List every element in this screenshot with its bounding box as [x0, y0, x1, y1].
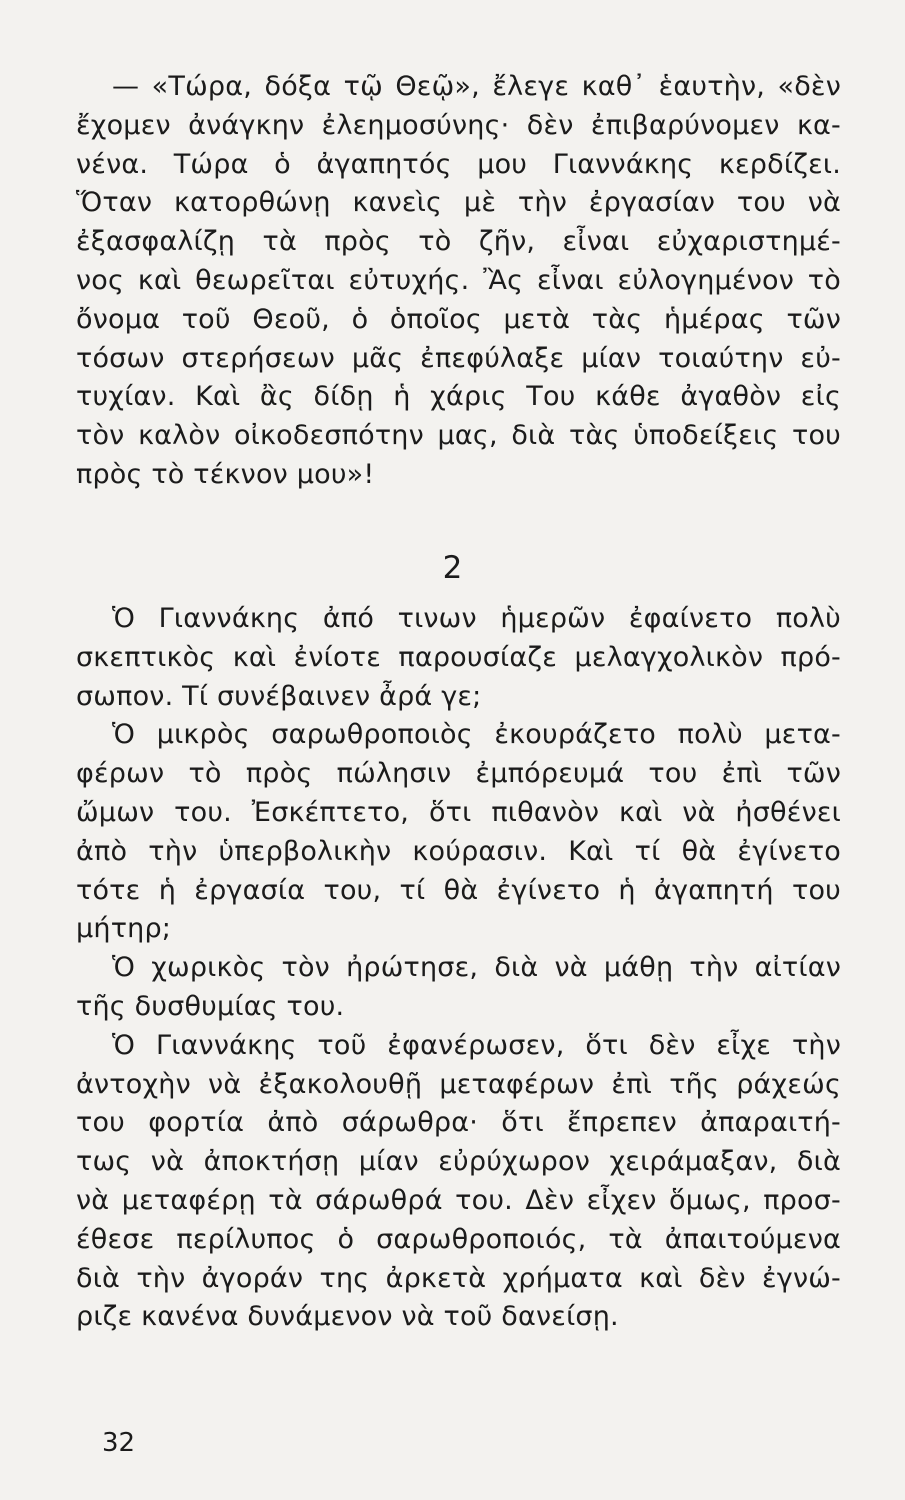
- text-line: Ὁ μικρὸς σαρωθροποιὸς ἐκουράζετο πολὺ μετα-: [112, 719, 841, 751]
- text-line: ἀντοχὴν νὰ ἐξακολουθῇ μεταφέρων ἐπὶ τῆς ράχεώς: [76, 1068, 841, 1100]
- page-number: 32: [102, 1428, 136, 1458]
- text-line: νὰ μεταφέρῃ τὰ σάρωθρά του. Δὲν εἶχεν ὅμως, προσ-: [76, 1184, 841, 1216]
- section-number: 2: [442, 550, 463, 586]
- text-line: τὸν καλὸν οἰκοδεσπότην μας, διὰ τὰς ὑποδείξεις του: [76, 420, 841, 452]
- text-line: ὄνομα τοῦ Θεοῦ, ὁ ὁποῖος μετὰ τὰς ἡμέρας τῶν: [76, 303, 841, 335]
- text-line: μήτηρ;: [76, 913, 172, 945]
- text-line: Ὅταν κατορθώνῃ κανεὶς μὲ τὴν ἐργασίαν του νὰ: [76, 187, 841, 219]
- text-line: ἐξασφαλίζῃ τὰ πρὸς τὸ ζῆν, εἶναι εὐχαριστημέ-: [76, 226, 841, 258]
- text-line: φέρων τὸ πρὸς πώλησιν ἐμπόρευμά του ἐπὶ τῶν: [76, 758, 841, 790]
- text-line: νος καὶ θεωρεῖται εὐτυχής. Ἂς εἶναι εὐλογημένον τὸ: [76, 264, 841, 296]
- text-line: ὤμων του. Ἐσκέπτετο, ὅτι πιθανὸν καὶ νὰ ἠσθένει: [76, 796, 841, 828]
- text-line: έθεσε περίλυπος ὁ σαρωθροποιός, τὰ ἀπαιτούμενα: [76, 1223, 841, 1255]
- text-line: τότε ἡ ἐργασία του, τί θὰ ἐγίνετο ἡ ἀγαπητή του: [76, 874, 841, 906]
- text-line: Ὁ Γιαννάκης τοῦ ἐφανέρωσεν, ὅτι δὲν εἶχε τὴν: [112, 1029, 841, 1061]
- text-line: τόσων στερήσεων μᾶς ἐπεφύλαξε μίαν τοιαύτην εὐ-: [76, 342, 841, 374]
- text-line: νένα. Τώρα ὁ ἀγαπητός μου Γιαννάκης κερδίζει.: [76, 148, 841, 180]
- text-line: Ὁ Γιαννάκης ἀπό τινων ἡμερῶν ἐφαίνετο πολὺ: [112, 603, 841, 634]
- text-line: τως νὰ ἀποκτήσῃ μίαν εὐρύχωρον χειράμαξαν, διὰ: [76, 1146, 841, 1178]
- text-line: πρὸς τὸ τέκνον μου»!: [76, 458, 375, 490]
- paragraph-block-dialogue: [76, 68, 841, 495]
- text-line: τῆς δυσθυμίας του.: [76, 990, 345, 1022]
- text-line: σκεπτικὸς καὶ ἐνίοτε παρουσίαζε μελαγχολικὸν πρό-: [76, 641, 841, 673]
- text-line: Ὁ χωρικὸς τὸν ἠρώτησε, διὰ νὰ μάθῃ τὴν αἰτίαν: [112, 952, 841, 984]
- text-line: — «Τώρα, δόξα τῷ Θεῷ», ἔλεγε καθ᾽ ἑαυτὴν, «δὲν: [112, 71, 841, 102]
- text-line: ἀπὸ τὴν ὑπερβολικὴν κούρασιν. Καὶ τί θὰ ἐγίνετο: [76, 835, 841, 867]
- text-line: διὰ τὴν ἀγοράν της ἀρκετὰ χρήματα καὶ δὲν ἐγνώ-: [76, 1262, 841, 1294]
- text-line: ριζε κανένα δυνάμενον νὰ τοῦ δανείσῃ.: [76, 1301, 619, 1333]
- text-line: του φορτία ἀπὸ σάρωθρα· ὅτι ἔπρεπεν ἀπαραιτή-: [76, 1107, 841, 1139]
- text-line: σωπον. Τί συνέβαινεν ἆρά γε;: [76, 680, 482, 712]
- paragraph-block-section-2: [76, 600, 841, 1337]
- text-line: ἔχομεν ἀνάγκην ἐλεημοσύνης· δὲν ἐπιβαρύνομεν κα-: [76, 109, 841, 141]
- text-line: τυχίαν. Καὶ ἂς δίδῃ ἡ χάρις Του κάθε ἀγαθὸν εἰς: [76, 381, 841, 413]
